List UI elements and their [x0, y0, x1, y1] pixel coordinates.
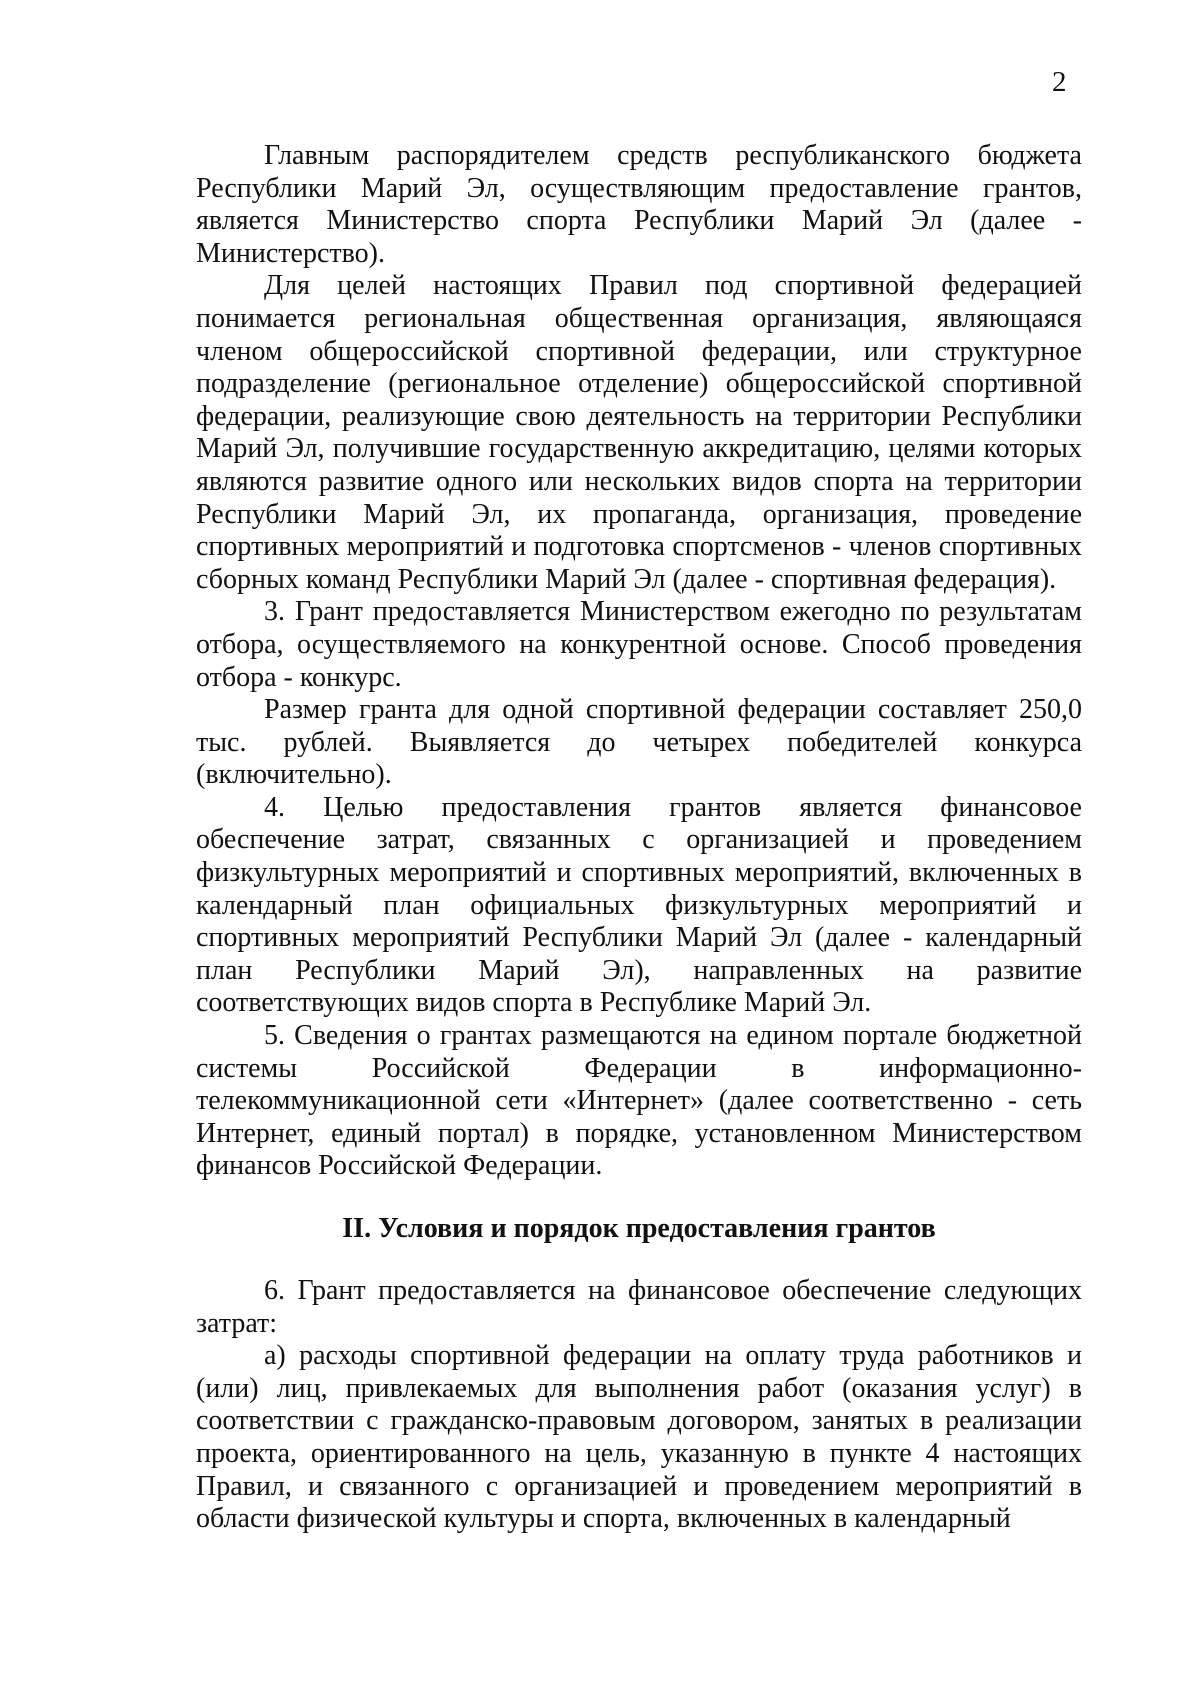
- paragraph-grant-size: Размер гранта для одной спортивной федерации составляет 250,0 тыс. рублей. Выявляется до четырех победителей конкурса (включительно).: [196, 694, 1082, 791]
- paragraph-item-6a: а) расходы спортивной федерации на оплату труда работников и (или) лиц, привлекаемых для выполнения работ (оказания услуг) в соответствии с гражданско-правовым договором, занятых в реализации проекта, ориентированного на цель, указанную в пункте 4 настоящих Правил, и связанного с организацией и проведением мероприятий в области физической культуры и спорта, включенных в календарный: [196, 1340, 1082, 1535]
- paragraph-item-5: 5. Сведения о грантах размещаются на едином портале бюджетной системы Российской Федерации в информационно-телекоммуникационной сети «Интернет» (далее соответственно - сеть Интернет, единый портал) в порядке, установленном Министерством финансов Российской Федерации.: [196, 1020, 1082, 1182]
- document-body: [196, 140, 1082, 1536]
- paragraph-item-4: 4. Целью предоставления грантов является финансовое обеспечение затрат, связанных с организацией и проведением физкультурных мероприятий и спортивных мероприятий, включенных в календарный план официальных физкультурных мероприятий и спортивных мероприятий Республики Марий Эл (далее - календарный план Республики Марий Эл), направленных на развитие соответствующих видов спорта в Республике Марий Эл.: [196, 791, 1082, 1019]
- paragraph-sports-federation-definition: Для целей настоящих Правил под спортивной федерацией понимается региональная общественная организация, являющаяся членом общероссийской спортивной федерации, или структурное подразделение (региональное отделение) общероссийской спортивной федерации, реализующие свою деятельность на территории Республики Марий Эл, получившие государственную аккредитацию, целями которых являются развитие одного или нескольких видов спорта на территории Республики Марий Эл, их пропаганда, организация, проведение спортивных мероприятий и подготовка спортсменов - членов спортивных сборных команд Республики Марий Эл (далее - спортивная федерация).: [196, 270, 1082, 595]
- section-heading: II. Условия и порядок предоставления грантов: [342, 1213, 936, 1244]
- page-number: 2: [1052, 66, 1067, 98]
- paragraph-item-6: 6. Грант предоставляется на финансовое обеспечение следующих затрат:: [196, 1275, 1082, 1339]
- paragraph-chief-administrator: Главным распорядителем средств республиканского бюджета Республики Марий Эл, осуществляющим предоставление грантов, является Министерство спорта Республики Марий Эл (далее - Министерство).: [196, 140, 1082, 269]
- paragraph-item-3: 3. Грант предоставляется Министерством ежегодно по результатам отбора, осуществляемого на конкурентной основе. Способ проведения отбора - конкурс.: [196, 596, 1082, 693]
